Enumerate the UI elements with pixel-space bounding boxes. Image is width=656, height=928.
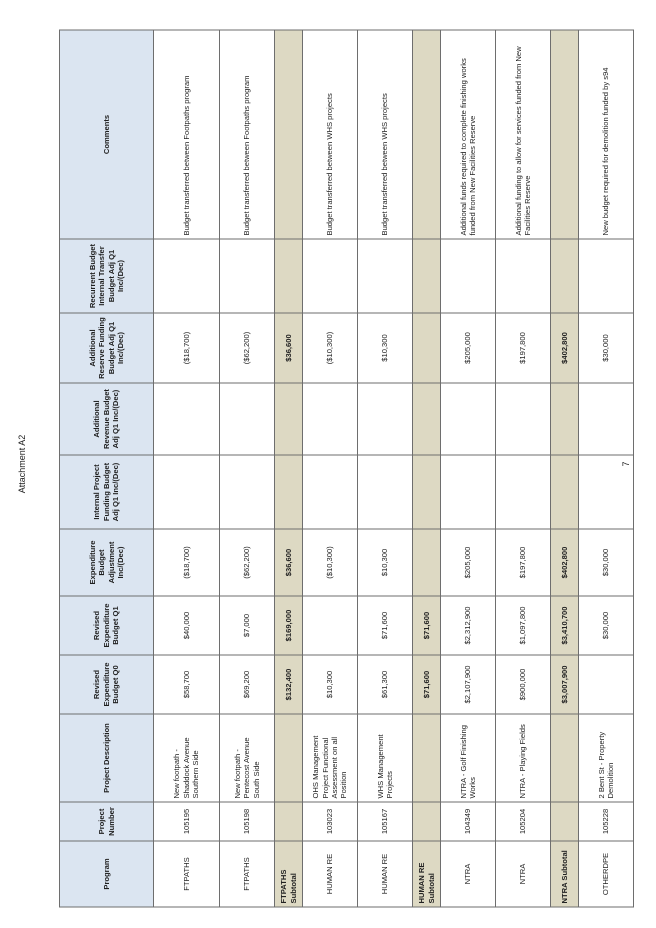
table-row	[579, 30, 634, 907]
cell-q0: $71,600	[413, 655, 441, 714]
cell-exp-adj: ($62,200)	[220, 529, 275, 596]
cell-comments: Budget transferred between Footpaths program	[220, 30, 275, 239]
cell-reserve: $30,000	[579, 313, 634, 383]
cell-revenue	[441, 383, 496, 455]
header-comments: Comments	[60, 30, 154, 239]
cell-number	[551, 802, 579, 841]
cell-internal	[154, 455, 220, 529]
cell-program: HUMAN RE Subtotal	[413, 841, 441, 907]
table-row	[496, 30, 551, 907]
cell-program: NTRA Subtotal	[551, 841, 579, 907]
cell-program: HUMAN RE	[358, 841, 413, 907]
cell-description: NTRA - Playing Fields	[496, 714, 551, 802]
cell-q0: $900,000	[496, 655, 551, 714]
cell-description	[413, 714, 441, 802]
cell-exp-adj: ($10,300)	[303, 529, 358, 596]
cell-number: 105167	[358, 802, 413, 841]
subtotal-row	[413, 30, 441, 907]
cell-description: New footpath - Shaddock Avenue Southern Side	[154, 714, 220, 802]
cell-description: NTRA - Golf Finishing Works	[441, 714, 496, 802]
cell-revenue	[579, 383, 634, 455]
cell-exp-adj: $197,800	[496, 529, 551, 596]
cell-q0: $3,007,900	[551, 655, 579, 714]
cell-revenue	[303, 383, 358, 455]
budget-adjustment-table	[59, 29, 634, 907]
cell-comments: New budget required for demolition funded by s94	[579, 30, 634, 239]
cell-recurrent	[303, 239, 358, 313]
cell-internal	[303, 455, 358, 529]
cell-exp-adj: ($18,700)	[154, 529, 220, 596]
cell-reserve: $205,000	[441, 313, 496, 383]
page-number: 7	[621, 461, 631, 467]
cell-recurrent	[154, 239, 220, 313]
cell-reserve: $402,800	[551, 313, 579, 383]
cell-recurrent	[551, 239, 579, 313]
cell-revenue	[220, 383, 275, 455]
cell-recurrent	[413, 239, 441, 313]
cell-q1: $1,097,800	[496, 596, 551, 655]
header-additional-reserve: Additional Reserve Funding Budget Adj Q1 Inc/(Dec)	[60, 313, 154, 383]
cell-exp-adj: $30,000	[579, 529, 634, 596]
cell-q1: $2,312,900	[441, 596, 496, 655]
header-project-description: Project Description	[60, 714, 154, 802]
cell-comments: Budget transferred between WHS projects	[358, 30, 413, 239]
cell-q1: $3,410,700	[551, 596, 579, 655]
cell-recurrent	[579, 239, 634, 313]
cell-internal	[275, 455, 303, 529]
cell-recurrent	[496, 239, 551, 313]
cell-internal	[220, 455, 275, 529]
header-budget-q1: Revised Expenditure Budget Q1	[60, 596, 154, 655]
cell-program: FTPATHS	[154, 841, 220, 907]
budget-table-wrapper	[59, 30, 615, 907]
header-internal-funding: Internal Project Funding Budget Adj Q1 Inc/(Dec)	[60, 455, 154, 529]
cell-reserve	[413, 313, 441, 383]
table-body	[154, 30, 634, 907]
cell-number: 105204	[496, 802, 551, 841]
cell-q1: $7,000	[220, 596, 275, 655]
cell-number	[275, 802, 303, 841]
cell-number: 105228	[579, 802, 634, 841]
cell-comments	[413, 30, 441, 239]
cell-reserve: ($10,300)	[303, 313, 358, 383]
cell-q1: $30,000	[579, 596, 634, 655]
cell-internal	[551, 455, 579, 529]
cell-description: OHS Management Project Functional Assessment on all Position	[303, 714, 358, 802]
cell-number: 105195	[154, 802, 220, 841]
cell-description: New footpath - Pentecost Avenue South Side	[220, 714, 275, 802]
cell-exp-adj: $205,000	[441, 529, 496, 596]
cell-comments: Budget transferred between WHS projects	[303, 30, 358, 239]
cell-exp-adj: $10,300	[358, 529, 413, 596]
cell-q0: $58,700	[154, 655, 220, 714]
cell-q0: $10,300	[303, 655, 358, 714]
cell-comments	[551, 30, 579, 239]
header-recurrent-transfer: Recurrent Budget Internal Transfer Budget Adj Q1 Inc/(Dec)	[60, 239, 154, 313]
attachment-label: Attachment A2	[17, 434, 27, 494]
cell-comments: Budget transferred between Footpaths program	[154, 30, 220, 239]
cell-q1: $40,000	[154, 596, 220, 655]
cell-revenue	[496, 383, 551, 455]
cell-q1	[303, 596, 358, 655]
cell-recurrent	[358, 239, 413, 313]
cell-internal	[358, 455, 413, 529]
cell-description	[275, 714, 303, 802]
table-row	[303, 30, 358, 907]
cell-revenue	[358, 383, 413, 455]
cell-reserve: $10,300	[358, 313, 413, 383]
table-row	[220, 30, 275, 907]
cell-reserve: ($18,700)	[154, 313, 220, 383]
cell-recurrent	[275, 239, 303, 313]
cell-revenue	[275, 383, 303, 455]
header-additional-revenue: Additional Revenue Budget Adj Q1 Inc/(Dec)	[60, 383, 154, 455]
cell-revenue	[551, 383, 579, 455]
header-project-number: Project Number	[60, 802, 154, 841]
cell-number: 105198	[220, 802, 275, 841]
cell-reserve: $197,800	[496, 313, 551, 383]
cell-description: 2 Bent St - Property Demolition	[579, 714, 634, 802]
subtotal-row	[275, 30, 303, 907]
cell-comments: Additional funds required to complete finishing works funded from New Facilities Reserve	[441, 30, 496, 239]
cell-internal	[496, 455, 551, 529]
budget-table-rotated	[59, 30, 615, 907]
cell-internal	[441, 455, 496, 529]
cell-q0: $69,200	[220, 655, 275, 714]
cell-q0	[579, 655, 634, 714]
cell-revenue	[154, 383, 220, 455]
header-expenditure-adjustment: Expenditure Budget Adjustment Inc/(Dec)	[60, 529, 154, 596]
cell-program: OTHERDPE	[579, 841, 634, 907]
cell-exp-adj	[413, 529, 441, 596]
cell-reserve: $36,600	[275, 313, 303, 383]
table-row	[358, 30, 413, 907]
subtotal-row	[551, 30, 579, 907]
cell-program: FTPATHS	[220, 841, 275, 907]
cell-q1: $71,600	[413, 596, 441, 655]
cell-description: WHS Management Projects	[358, 714, 413, 802]
header-row	[60, 30, 154, 907]
cell-exp-adj: $402,800	[551, 529, 579, 596]
cell-recurrent	[220, 239, 275, 313]
cell-q0: $132,400	[275, 655, 303, 714]
cell-exp-adj: $36,600	[275, 529, 303, 596]
cell-q0: $61,300	[358, 655, 413, 714]
cell-comments: Additional funding to allow for services funded from New Facilities Reserve	[496, 30, 551, 239]
cell-q1: $169,000	[275, 596, 303, 655]
table-row	[154, 30, 220, 907]
cell-description	[551, 714, 579, 802]
cell-program: NTRA	[441, 841, 496, 907]
header-program: Program	[60, 841, 154, 907]
cell-number	[413, 802, 441, 841]
table-row	[441, 30, 496, 907]
header-budget-q0: Revised Expenditure Budget Q0	[60, 655, 154, 714]
cell-reserve: ($62,200)	[220, 313, 275, 383]
cell-q1: $71,600	[358, 596, 413, 655]
cell-q0: $2,107,900	[441, 655, 496, 714]
cell-revenue	[413, 383, 441, 455]
cell-internal	[413, 455, 441, 529]
cell-program: NTRA	[496, 841, 551, 907]
cell-program: FTPATHS Subtotal	[275, 841, 303, 907]
cell-program: HUMAN RE	[303, 841, 358, 907]
cell-number: 104349	[441, 802, 496, 841]
cell-recurrent	[441, 239, 496, 313]
cell-comments	[275, 30, 303, 239]
cell-number: 103023	[303, 802, 358, 841]
